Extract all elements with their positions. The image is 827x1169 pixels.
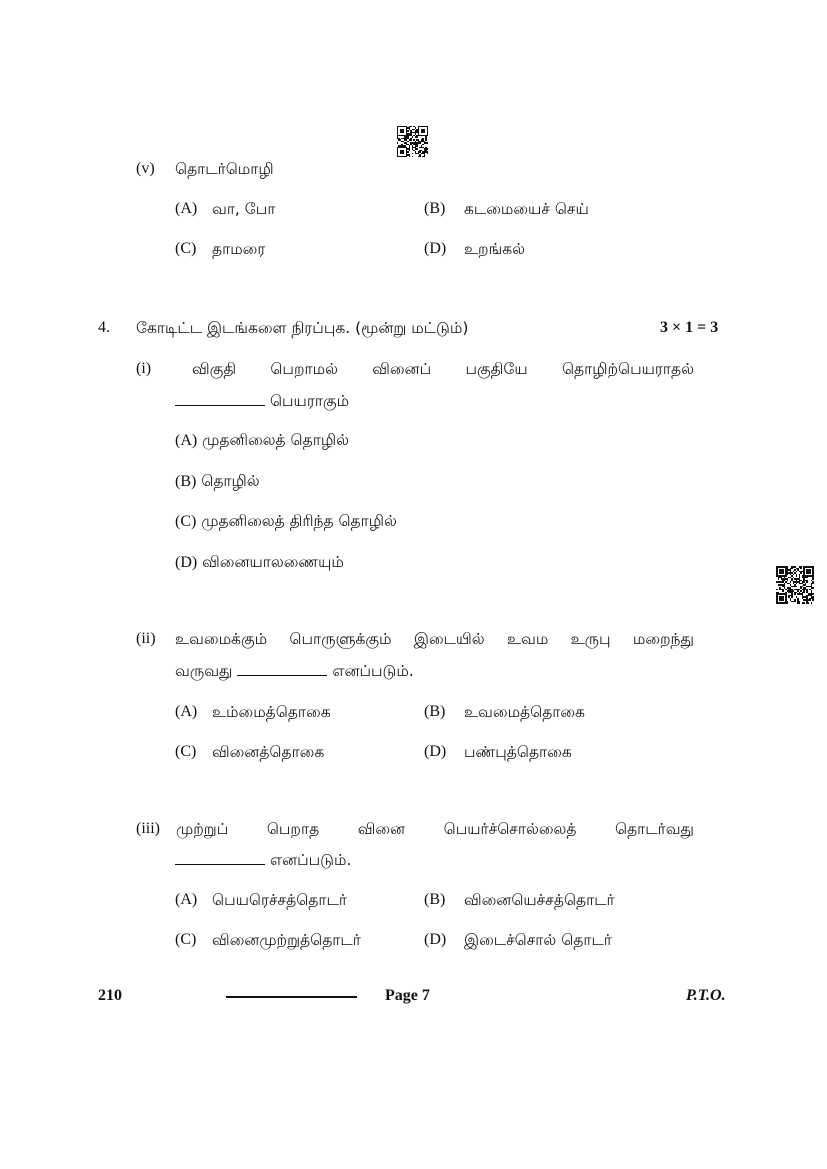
answer-blank (175, 404, 265, 406)
option-text: உம்மைத்தொகை (212, 703, 331, 721)
word: பெயர்ச்சொல்லைத் (443, 820, 577, 838)
option-text: இடைச்சொல் தொடர் (464, 931, 612, 949)
line2-text: எனப்படும். (269, 851, 352, 869)
option-letter: (A) (175, 432, 198, 449)
word: தொழிற்பெயராதல் (561, 360, 694, 378)
item-i-line1 (192, 360, 694, 380)
question-v-text: தொடர்மொழி (175, 160, 274, 178)
option-text: தாமரை (212, 240, 266, 258)
option-letter: (B) (424, 200, 446, 217)
item-i-number: (i) (136, 360, 152, 377)
item-i-line2 (175, 392, 349, 412)
option-letter: (C) (175, 240, 197, 257)
word: வினை (357, 820, 406, 838)
item-i-option-a (175, 431, 349, 451)
side-qr-code-icon (776, 566, 814, 604)
option-text: முதனிலைத் திரிந்த தொழில் (201, 512, 397, 530)
answer-blank (237, 674, 327, 676)
option-text: வினைமுற்றுத்தொடர் (212, 931, 361, 949)
option-letter: (C) (175, 743, 197, 760)
option-letter: (D) (175, 554, 198, 571)
item-ii-number: (ii) (136, 630, 156, 647)
option-text: தொழில் (201, 472, 260, 490)
item-ii-line1 (175, 630, 694, 650)
word: பெறாமல் (270, 360, 338, 378)
question-4-instruction: கோடிட்ட இடங்களை நிரப்புக. (மூன்று மட்டும்) (136, 319, 469, 337)
item-i-option-b (175, 472, 260, 492)
item-ii-line2 (175, 662, 414, 682)
item-i-option-c (175, 512, 397, 532)
option-text: உறங்கல் (464, 240, 525, 258)
option-text: பெயரெச்சத்தொடர் (212, 891, 347, 909)
word: உவம (506, 630, 549, 648)
item-iii-line1 (176, 820, 694, 840)
option-letter: (A) (175, 891, 198, 908)
option-letter: (A) (175, 200, 198, 217)
question-4-marks: 3 × 1 = 3 (660, 319, 719, 336)
option-letter: (B) (424, 703, 446, 720)
option-text: முதனிலைத் தொழில் (202, 431, 349, 449)
pto-label: P.T.O. (686, 987, 726, 1004)
footer-rule (226, 996, 357, 998)
line2-text: பெயராகும் (269, 392, 350, 410)
qr-code-icon (397, 126, 428, 157)
question-v-number: (v) (136, 160, 155, 177)
word: முற்றுப் (176, 820, 229, 838)
word: பெறாத (266, 820, 320, 838)
option-letter: (B) (175, 473, 197, 490)
option-text: வினையாலணையும் (202, 553, 344, 571)
word: வினைப் (372, 360, 432, 378)
option-text: வா, போ (212, 200, 276, 218)
option-letter: (A) (175, 703, 198, 720)
line2-before: வருவது (175, 662, 233, 680)
question-4-number: 4. (98, 319, 110, 336)
option-text: பண்புத்தொகை (464, 743, 572, 761)
word: விகுதி (192, 360, 237, 378)
word: தொடர்வது (615, 820, 694, 838)
option-text: வினையெச்சத்தொடர் (464, 891, 615, 909)
word: பொருளுக்கும் (289, 630, 392, 648)
answer-blank (175, 863, 265, 865)
option-letter: (D) (424, 743, 447, 760)
item-iii-number: (iii) (136, 820, 160, 837)
word: மறைந்து (632, 630, 694, 648)
item-iii-line2 (175, 851, 351, 871)
word: இடையில் (413, 630, 485, 648)
item-i-option-d (175, 553, 344, 573)
word: பகுதியே (465, 360, 528, 378)
page-number: Page 7 (385, 987, 430, 1004)
paper-code: 210 (98, 987, 122, 1004)
option-letter: (C) (175, 931, 197, 948)
line2-after: எனப்படும். (332, 662, 414, 680)
option-letter: (B) (424, 891, 446, 908)
option-letter: (D) (424, 931, 447, 948)
option-letter: (D) (424, 240, 447, 257)
option-text: உவமைத்தொகை (464, 703, 585, 721)
word: உவமைக்கும் (175, 630, 268, 648)
option-text: கடமையைச் செய் (464, 200, 589, 218)
option-text: வினைத்தொகை (212, 743, 325, 761)
option-letter: (C) (175, 513, 197, 530)
word: உருபு (570, 630, 611, 648)
